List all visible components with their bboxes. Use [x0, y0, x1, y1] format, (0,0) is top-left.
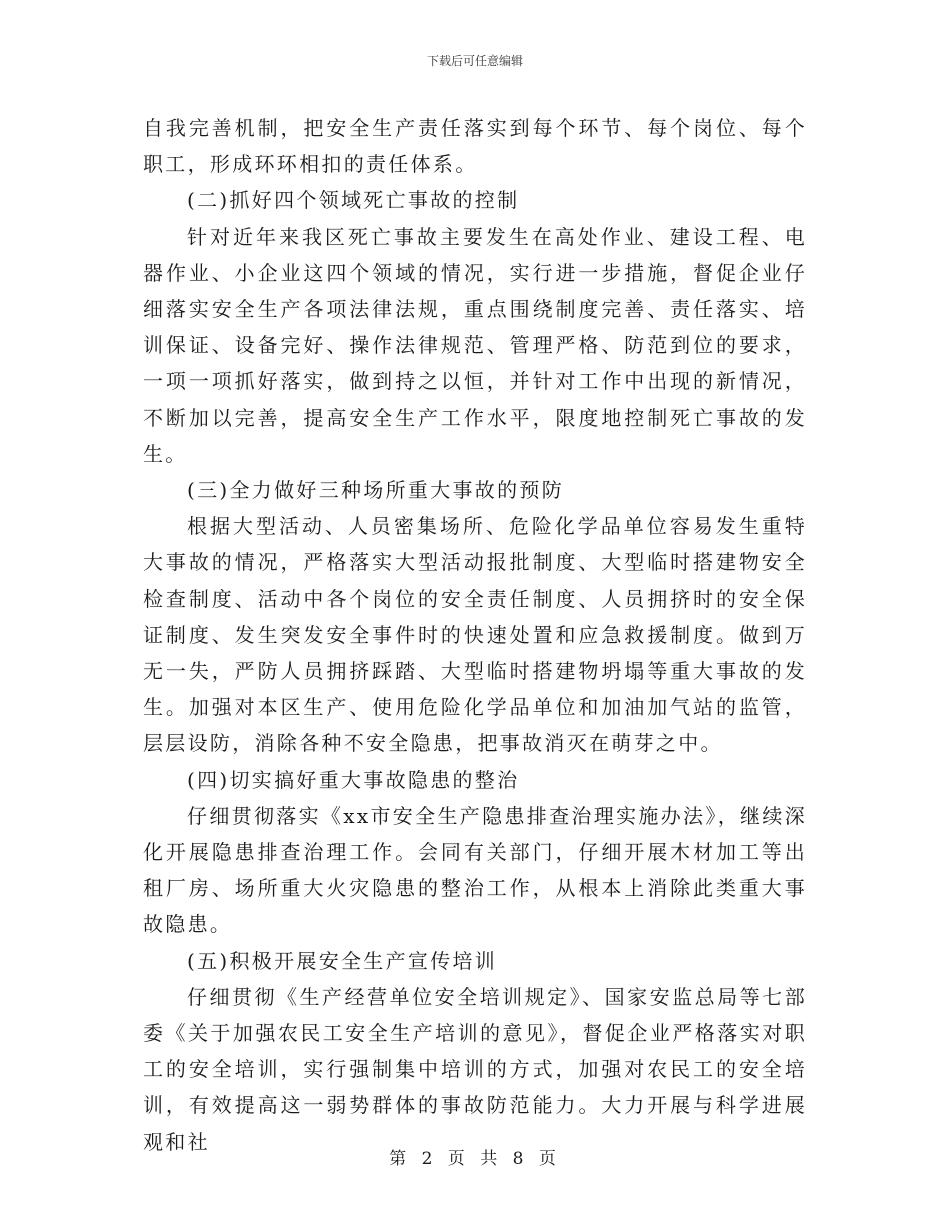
- paragraph-continuation: 自我完善机制，把安全生产责任落实到每个环节、每个岗位、每个职工，形成环环相扣的责任体系。: [143, 116, 807, 177]
- page-number: 第 2 页 共 8 页: [389, 1149, 561, 1169]
- section-heading-5: (五)积极开展安全生产宣传培训: [187, 948, 498, 973]
- paragraph-section-5: 仔细贯彻《生产经营单位安全培训规定》、国家安监总局等七部委《关于加强农民工安全生产培训的意见》，督促企业严格落实对职工的安全培训，实行强制集中培训的方式，加强对农民工的安全培训，有效提高这一弱势群体的事故防范能力。大力开展与科学进展观和社: [143, 984, 807, 1154]
- paragraph-section-3: 根据大型活动、人员密集场所、危险化学品单位容易发生重特大事故的情况，严格落实大型活动报批制度、大型临时搭建物安全检查制度、活动中各个岗位的安全责任制度、人员拥挤时的安全保证制度、发生突发安全事件时的快速处置和应急救援制度。做到万无一失，严防人员拥挤踩踏、大型临时搭建物坍塌等重大事故的发生。加强对本区生产、使用危险化学品单位和加油加气站的监管，层层设防，消除各种不安全隐患，把事故消灭在萌芽之中。: [143, 514, 807, 756]
- section-heading-2: (二)抓好四个领域死亡事故的控制: [187, 188, 520, 213]
- section-heading-3: (三)全力做好三种场所重大事故的预防: [187, 478, 565, 503]
- paragraph-section-4: 仔细贯彻落实《xx市安全生产隐患排查治理实施办法》，继续深化开展隐患排查治理工作。会同有关部门，仔细开展木材加工等出租厂房、场所重大火灾隐患的整治工作，从根本上消除此类重大事故隐患。: [143, 803, 807, 937]
- document-body: [143, 110, 807, 1160]
- paragraph-section-2: 针对近年来我区死亡事故主要发生在高处作业、建设工程、电器作业、小企业这四个领域的情况，实行进一步措施，督促企业仔细落实安全生产各项法律法规，重点围绕制度完善、责任落实、培训保证、设备完好、操作法律规范、管理严格、防范到位的要求，一项一项抓好落实，做到持之以恒，并针对工作中出现的新情况，不断加以完善，提高安全生产工作水平，限度地控制死亡事故的发生。: [143, 224, 807, 466]
- page-header-note: 下载后可任意编辑: [426, 54, 523, 68]
- section-heading-4: (四)切实搞好重大事故隐患的整治: [187, 767, 520, 792]
